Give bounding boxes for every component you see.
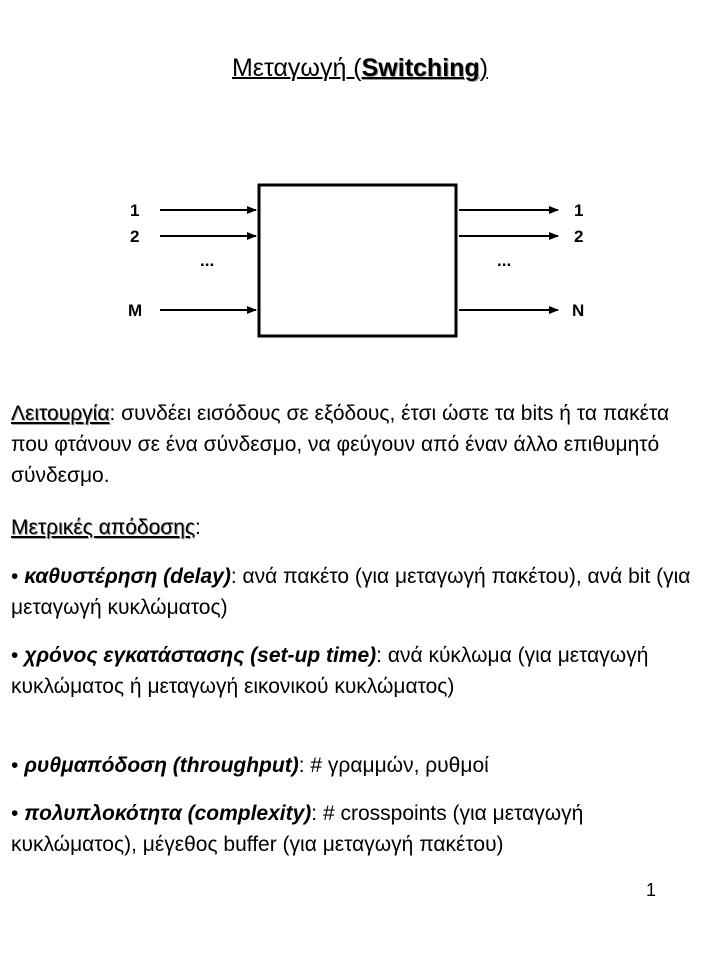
bullet: • [11,644,19,667]
function-paragraph [11,398,711,491]
output-label-n: N [572,301,585,320]
metric-text: : # γραμμών, ρυθμοί [298,754,489,777]
metric-item-delay [11,561,711,623]
function-term: Λειτουργία [11,402,110,425]
metrics-heading: Μετρικές απόδοσης [11,516,196,539]
metric-text: : ανά πακέτο (για μεταγωγή πακέτου), ανά bit (για μεταγωγή κυκλώματος) [11,565,691,619]
input-label-ellipsis: ... [200,251,215,270]
input-label-2: 2 [130,227,140,246]
metric-item-throughput [11,750,711,781]
title-english: Switching [361,54,480,82]
metric-item-setup-time [11,640,711,702]
input-label-m: M [128,301,143,320]
output-label-2: 2 [574,227,584,246]
bullet: • [11,565,19,588]
metric-term: χρόνος εγκατάστασης (set-up time) [24,644,377,667]
metric-term: πολυπλοκότητα (complexity) [24,802,312,825]
title-suffix: ) [479,54,489,82]
page-number: 1 [645,880,656,900]
switch-diagram [0,0,720,380]
function-text: : συνδέει εισόδους σε εξόδους, έτσι ώστε τα bits ή τα πακέτα που φτάνουν σε ένα σύνδεσμο, να φεύγουν από έναν άλλο επιθυμητό σύνδεσμο. [11,402,670,487]
bullet: • [11,802,19,825]
output-label-ellipsis: ... [497,251,512,270]
title-prefix: Μεταγωγή ( [231,54,362,82]
switch-box [259,185,456,336]
metric-text: : ανά κύκλωμα (για μεταγωγή κυκλώματος ή μεταγωγή εικονικού κυκλώματος) [11,644,649,698]
metrics-heading-colon: : [195,516,201,539]
metric-term: καθυστέρηση (delay) [24,565,231,588]
bullet: • [11,754,19,777]
input-label-1: 1 [130,201,140,220]
metric-text: : # crosspoints (για μεταγωγή κυκλώματος), μέγεθος buffer (για μεταγωγή πακέτου) [11,802,584,856]
output-label-1: 1 [574,201,584,220]
metric-term: ρυθμαπόδοση (throughput) [24,754,299,777]
metrics-section [11,512,711,543]
metric-item-complexity [11,798,711,860]
